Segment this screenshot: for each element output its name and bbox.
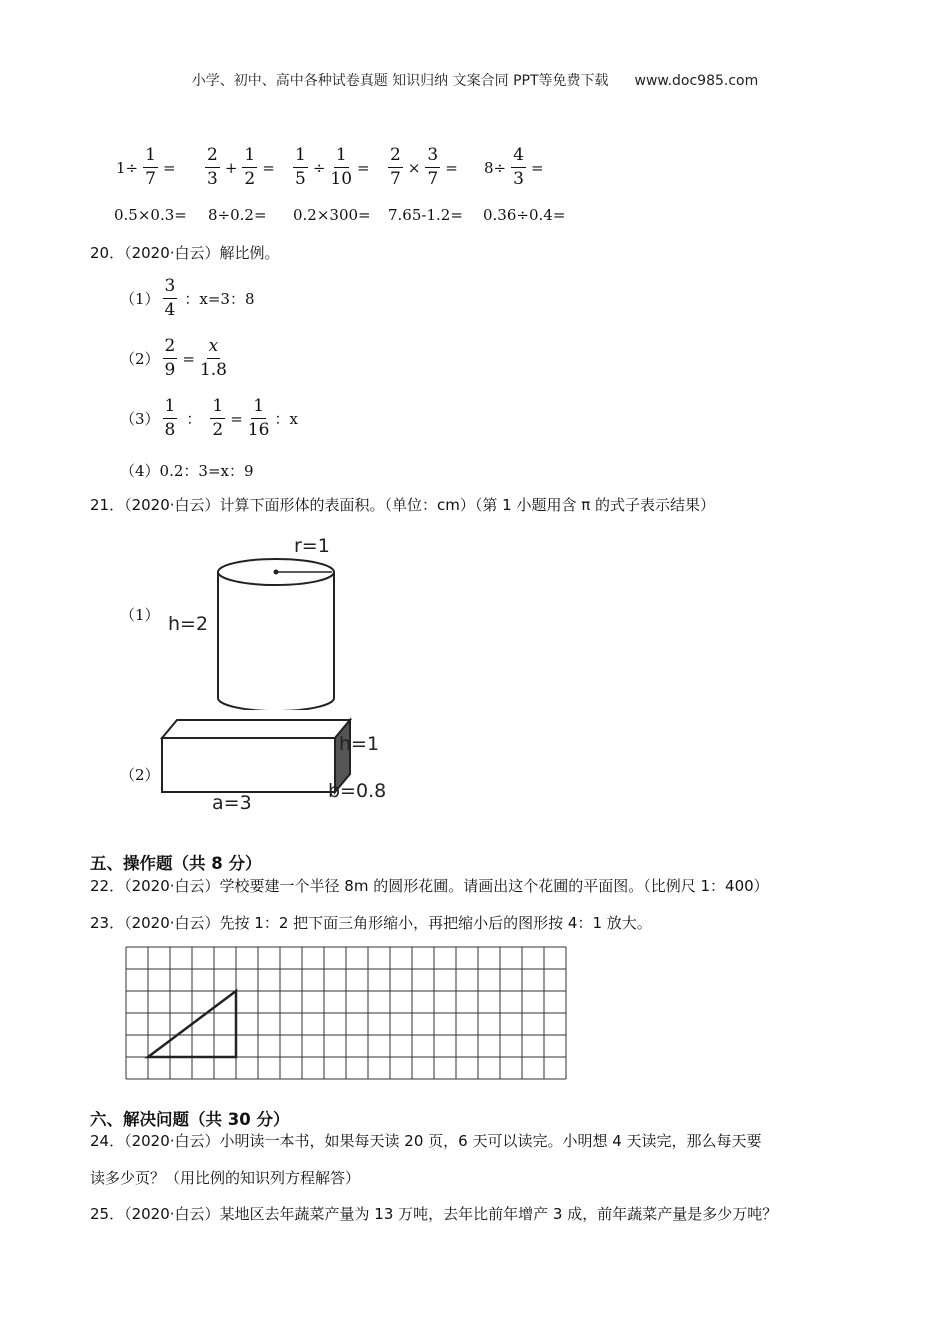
calc-r2-5: 0.36÷0.4=: [483, 206, 566, 224]
q20-part2: （2） $\frac{2}{9}$ = $\frac{x}{1.8}$: [120, 336, 227, 380]
q20-part4: （4）0.2：3=x：9: [120, 462, 254, 480]
cylinder-figure: [160, 530, 360, 710]
q24-line1: 24．（2020·白云）小明读一本书，如果每天读 20 页，6 天可以读完。小明想 4 天读完，那么每天要: [90, 1132, 762, 1150]
calc-item-1: 1÷ $\frac{1}{7}$ =: [116, 145, 176, 189]
calc-item-5: 8÷ $\frac{4}{3}$ =: [484, 145, 544, 189]
calc-item-2: $\frac{2}{3}$ + $\frac{1}{2}$ =: [207, 145, 275, 189]
fraction: $\frac{4}{3}$: [513, 145, 524, 189]
square-grid: [124, 945, 584, 1081]
fraction: $\frac{1}{8}$: [164, 396, 176, 440]
q23-text: 23．（2020·白云）先按 1：2 把下面三角形缩小，再把缩小后的图形按 4：1 放大。: [90, 914, 652, 932]
section-6-heading: 六、解决问题（共 30 分）: [90, 1110, 290, 1129]
fraction: $\frac{1}{2}$: [244, 145, 256, 189]
q21-fig2-label: （2）: [120, 766, 160, 784]
cuboid-front-face: [162, 738, 335, 792]
q25-text: 25．（2020·白云）某地区去年蔬菜产量为 13 万吨，去年比前年增产 3 成，前年蔬菜产量是多少万吨？: [90, 1205, 778, 1223]
cuboid-figure: [155, 712, 395, 812]
q22-text: 22．（2020·白云）学校要建一个半径 8m 的圆形花圃。请画出这个花圃的平面图。（比例尺 1：400）: [90, 877, 769, 895]
cylinder-height-label: h=2: [168, 613, 209, 635]
q20-title: 20．（2020·白云）解比例。: [90, 244, 280, 262]
fraction: $\frac{2}{7}$: [390, 145, 401, 189]
calc-r2-2: 8÷0.2=: [208, 206, 267, 224]
fraction: $\frac{1}{10}$: [330, 145, 353, 189]
q21-fig1-label: （1）: [120, 606, 160, 624]
cuboid-length-label: a=3: [212, 792, 252, 812]
calc-item-3: $\frac{1}{5}$ ÷ $\frac{1}{10}$ =: [295, 145, 370, 189]
fraction: $\frac{3}{4}$: [164, 276, 176, 320]
fraction: $\frac{1}{5}$: [295, 145, 306, 189]
calc-r2-3: 0.2×300=: [293, 206, 371, 224]
page-header: [0, 70, 950, 90]
fraction: $\frac{2}{3}$: [207, 145, 218, 189]
calc-r2-4: 7.65-1.2=: [388, 206, 463, 224]
fraction: $\frac{2}{9}$: [164, 336, 176, 380]
cuboid-top-face: [162, 720, 350, 738]
fraction: $\frac{1}{7}$: [145, 145, 156, 189]
q21-title: 21．（2020·白云）计算下面形体的表面积。（单位：cm）（第 1 小题用含 π 的式子表示结果）: [90, 496, 716, 514]
header-text: 小学、初中、高中各种试卷真题 知识归纳 文案合同 PPT等免费下载: [191, 73, 609, 89]
cylinder-radius-label: r=1: [294, 535, 330, 557]
cylinder-center-dot: [274, 570, 279, 575]
calc-r2-1: 0.5×0.3=: [114, 206, 187, 224]
q20-part3: （3） $\frac{1}{8}$ ： $\frac{1}{2}$ = $\frac{1}{16}$ ：x: [120, 396, 298, 440]
calc-prefix: 1÷: [116, 158, 139, 177]
cylinder-bottom-arc: [218, 698, 334, 710]
calc-item-4: $\frac{2}{7}$ × $\frac{3}{7}$ =: [390, 145, 458, 189]
q24-line2: 读多少页？（用比例的知识列方程解答）: [90, 1169, 361, 1187]
cuboid-width-label: b=0.8: [328, 780, 387, 802]
header-site: www.doc985.com: [634, 73, 759, 89]
q20-part1: （1） $\frac{3}{4}$ ：x=3：8: [120, 276, 255, 320]
fraction: $\frac{3}{7}$: [427, 145, 439, 189]
section-5-heading: 五、操作题（共 8 分）: [90, 854, 262, 873]
fraction: $\frac{1}{16}$: [247, 396, 270, 440]
cuboid-height-label: h=1: [339, 733, 380, 755]
fraction: $\frac{1}{2}$: [212, 396, 224, 440]
fraction: $\frac{x}{1.8}$: [199, 336, 227, 380]
